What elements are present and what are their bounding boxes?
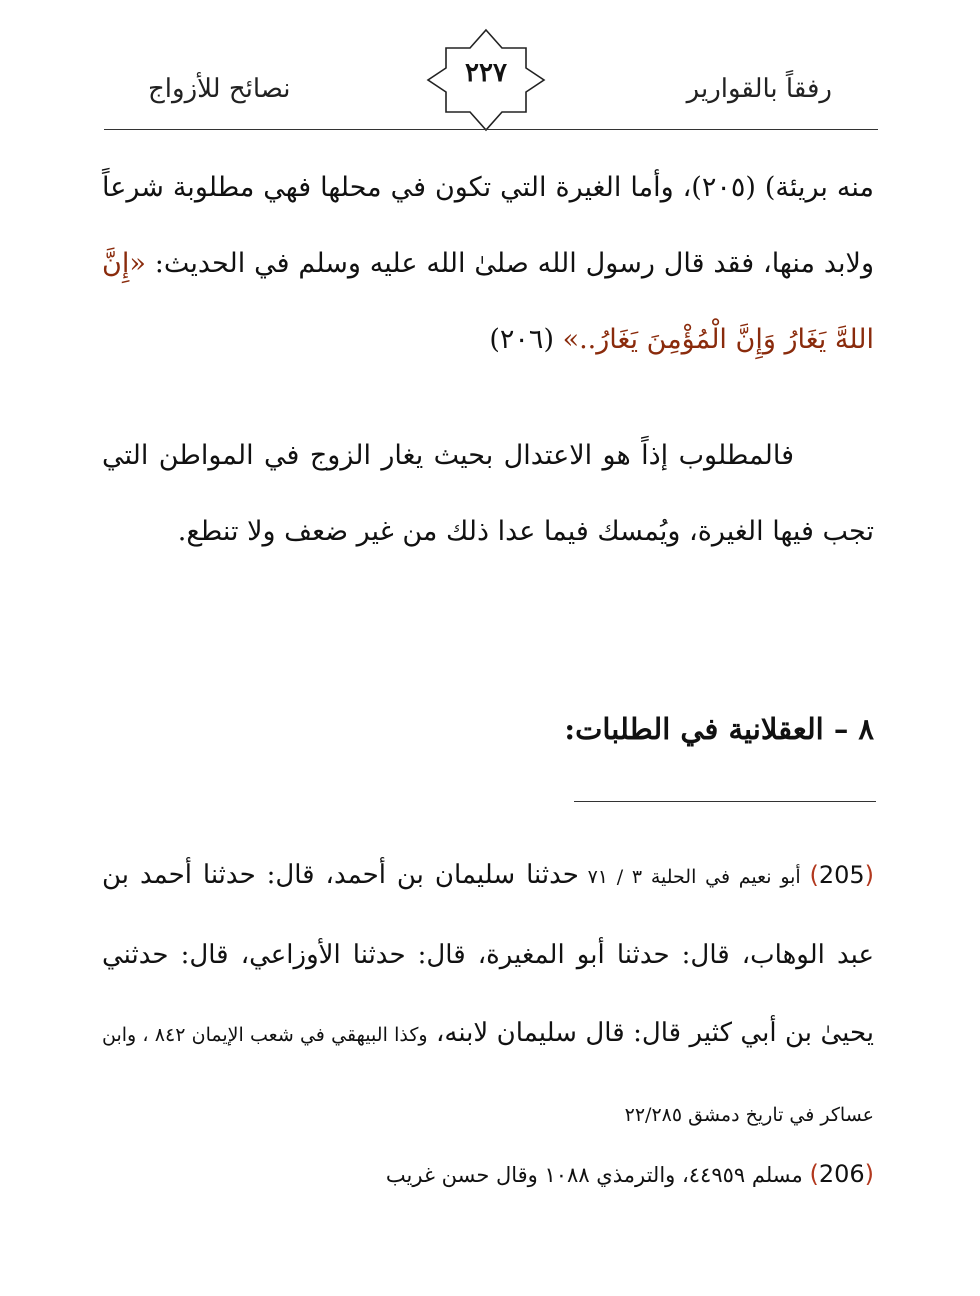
- hadith-quote: «إِنَّ اللهَّ يَغَارُ وَإِنَّ الْمُؤْمِنَ يَغَارُ..»: [102, 248, 874, 355]
- footnote-source: أبو نعيم في الحلية ٣ / ٧١: [578, 866, 810, 888]
- footnote-206: [386, 1160, 874, 1188]
- footnote-text: مسلم ٤٤٩٥٩، والترمذي ١٠٨٨ وقال حسن غريب: [385, 1163, 810, 1187]
- footnote-paren-close: ): [809, 1160, 819, 1188]
- paragraph-text: منه بريئة) (٢٠٥)، وأما الغيرة التي تكون في محلها فهي مطلوبة شرعاً ولابد منها، فقد قال رسول الله صلىٰ الله عليه وسلم في الحديث:: [102, 172, 874, 279]
- footnote-paren-open: (: [864, 861, 874, 889]
- footnote-paren-close: ): [809, 861, 819, 889]
- footnote-205: [102, 836, 874, 1154]
- paragraph-text: فالمطلوب إذاً هو الاعتدال بحيث يغار الزوج في المواطن التي تجب فيها الغيرة، ويُمسك فيما عدا ذلك من غير ضعف ولا تنطع.: [102, 440, 874, 547]
- header-divider: [104, 129, 878, 130]
- footnote-number: 206: [818, 1160, 865, 1188]
- body-paragraph-2: [102, 418, 874, 570]
- body-paragraph-1: [102, 150, 874, 378]
- footnote-text: حدثنا سليمان بن أحمد، قال: حدثنا أحمد بن عبد الوهاب، قال: حدثنا أبو المغيرة، قال: حدثنا الأوزاعي، قال: حدثني يحيىٰ بن أبي كثير قال: قال سليمان لابنه،: [102, 860, 875, 1048]
- page-number: ٢٢٧: [465, 58, 507, 88]
- page-number-badge: [426, 28, 546, 132]
- footnote-reference: (٢٠٦): [489, 324, 563, 355]
- footnote-tail: وكذا البيهقي في شعب الإيمان ٨٤٢ ، وابن عساكر في تاريخ دمشق ٢٢/٢٨٥: [102, 1024, 874, 1126]
- footnote-number: 205: [818, 861, 865, 889]
- footnote-paren-open: (: [864, 1160, 874, 1188]
- running-header-book-title: رفقاً بالقوارير: [686, 74, 832, 104]
- running-header-chapter-title: نصائح للأزواج: [148, 74, 291, 104]
- section-heading: ٨ – العقلانية في الطلبات:: [564, 712, 874, 746]
- footnote-divider: [574, 801, 876, 802]
